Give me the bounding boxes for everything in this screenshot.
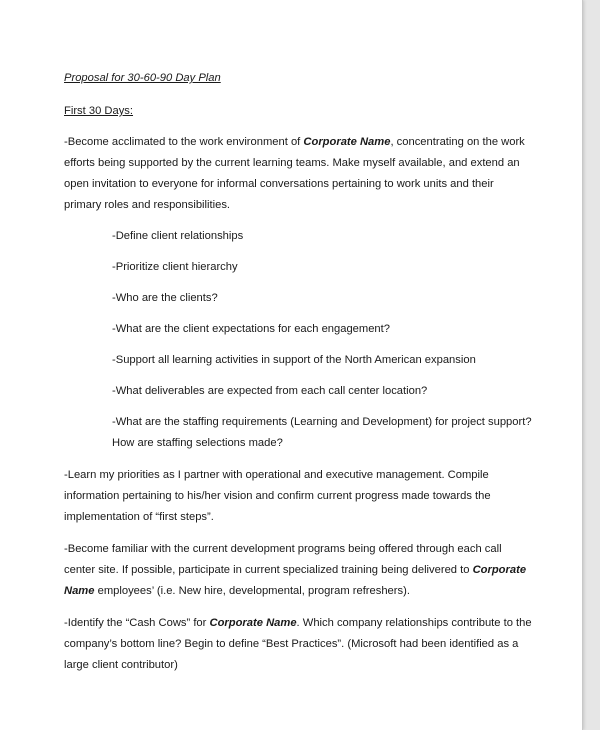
paragraph-text: . Which company relationships contribute to the company’s bottom line? Begin to define “Best Practices”. (Microsoft had been identified as a large client contributor) <box>64 617 532 671</box>
document-title: Proposal for 30-60-90 Day Plan <box>64 72 221 84</box>
paragraph-text: -Become acclimated to the work environment of <box>64 136 304 148</box>
corporate-name: Corporate Name <box>64 564 527 597</box>
section-heading: First 30 Days: <box>64 105 134 117</box>
list-item: -Support all learning activities in support of the North American expansion <box>112 354 476 366</box>
list-item: -What deliverables are expected from each call center location? <box>112 385 428 397</box>
document-body <box>64 68 534 676</box>
corporate-name: Corporate Name <box>303 136 391 148</box>
paragraph-acclimate <box>64 132 534 216</box>
paragraph-text: -Identify the “Cash Cows” for <box>64 617 210 629</box>
paragraph-text: -Become familiar with the current development programs being offered through each call center site. If possible, participate in current specialized training being delivered to <box>64 543 502 576</box>
paragraph-text: employees’ (i.e. New hire, developmental, program refreshers). <box>94 585 410 597</box>
list-item: -What are the staffing requirements (Learning and Development) for project support? How are staffing selections made? <box>112 416 532 449</box>
list-item: -Define client relationships <box>112 230 244 242</box>
list-item: -Prioritize client hierarchy <box>112 261 238 273</box>
paragraph-priorities: -Learn my priorities as I partner with operational and executive management. Compile information pertaining to his/her vision and confirm current progress made towards the implementation of “first steps”. <box>64 469 491 523</box>
paragraph-text: , concentrating on the work efforts being supported by the current learning teams. Make myself available, and extend an open invitation to everyone for informal conversations pertaining to work units and their primary roles and responsibilities. <box>64 136 525 211</box>
list-item: -What are the client expectations for each engagement? <box>112 323 390 335</box>
corporate-name: Corporate Name <box>209 617 297 629</box>
paragraph-cash-cows <box>64 613 534 676</box>
paragraph-programs <box>64 539 534 602</box>
list-item: -Who are the clients? <box>112 292 218 304</box>
task-list <box>64 226 534 454</box>
